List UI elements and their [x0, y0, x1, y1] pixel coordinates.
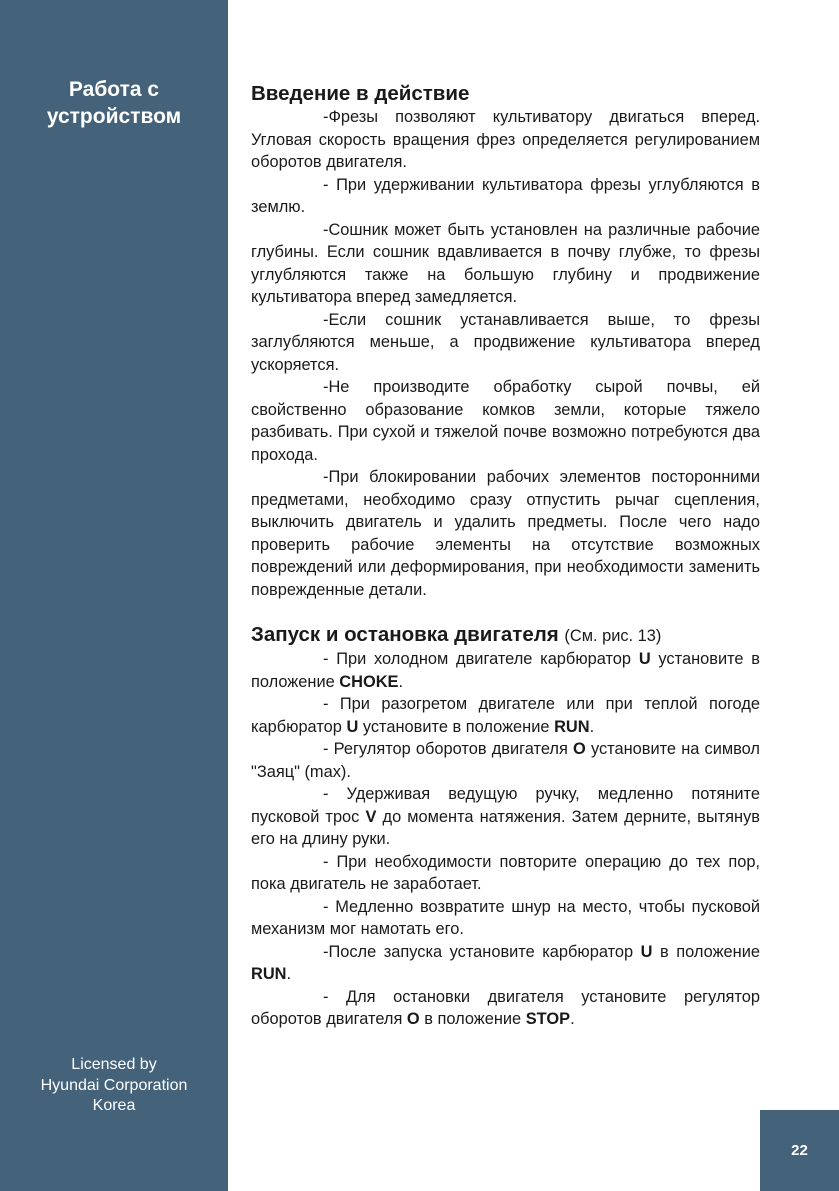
page-number: 22 — [791, 1142, 808, 1159]
sidebar — [0, 0, 228, 1191]
text-run: - Для остановки двигателя установите регулятор оборотов двигателя — [251, 987, 760, 1028]
paragraph — [251, 693, 760, 738]
paragraph: -При блокировании рабочих элементов посторонними предметами, необходимо сразу отпустить рычаг сцепления, выключить двигатель и удалить предметы. После чего надо проверить рабочие элементы на отсутствие возможных повреждений или деформирования, при необходимости заменить поврежденные детали. — [251, 468, 760, 599]
starter-cord-label: V — [365, 807, 377, 826]
paragraph: -Не производите обработку сырой почвы, ей свойственно образование комков земли, которые тяжело разбивать. При сухой и тяжелой почве возможно потребуются два прохода. — [251, 378, 760, 464]
paragraph: -Сошник может быть установлен на различные рабочие глубины. Если сошник вдавливается в почву глубже, то фрезы углубляются также на большую глубину и продвижение культиватора вперед замедляется. — [251, 220, 760, 306]
heading-introduction: Введение в действие — [251, 82, 470, 105]
paragraph — [251, 783, 760, 851]
main-content — [251, 82, 760, 1031]
section-title-line: Работа с — [68, 78, 160, 101]
paragraph: - Медленно возвратите шнур на место, чтобы пусковой механизм мог намотать его. — [251, 897, 760, 938]
paragraph — [251, 986, 760, 1031]
text-run: . — [398, 672, 404, 691]
text-run: установите в положение — [362, 717, 550, 736]
section-title — [0, 76, 228, 130]
text-run: - При разогретом двигателе или при теплой погоде карбюратор — [251, 695, 760, 736]
text-run: - При холодном двигателе карбюратор — [323, 650, 632, 668]
run-label: RUN — [554, 717, 590, 736]
carburetor-label: U — [638, 650, 651, 668]
license-note — [0, 1055, 228, 1117]
text-run: - Регулятор оборотов двигателя — [323, 740, 568, 758]
run-label: RUN — [251, 965, 287, 983]
license-line: Hyundai Corporation — [40, 1076, 188, 1094]
text-run: . — [570, 1010, 575, 1028]
paragraph — [251, 738, 760, 783]
heading-text: Запуск и остановка двигателя — [251, 623, 559, 646]
text-run: -После запуска установите карбюратор — [323, 942, 634, 961]
section-title-line: устройством — [46, 105, 182, 128]
text-run: в положение — [424, 1010, 522, 1028]
figure-reference: (См. рис. 13) — [564, 627, 662, 645]
text-run: установите на символ "Заяц" (max). — [251, 740, 760, 781]
license-line: Licensed by — [71, 1056, 157, 1073]
stop-label: STOP — [525, 1010, 571, 1028]
throttle-label: O — [406, 1010, 420, 1028]
text-run: в положение — [660, 942, 760, 961]
heading-engine-start — [251, 623, 760, 648]
text-run: . — [286, 965, 292, 983]
paragraph: -Фрезы позволяют культиватору двигаться вперед. Угловая скорость вращения фрез определяется регулированием оборотов двигателя. — [251, 108, 760, 171]
throttle-label: O — [573, 740, 586, 758]
page-number-box — [760, 1110, 839, 1191]
paragraph: - При необходимости повторите операцию до тех пор, пока двигатель не заработает. — [251, 852, 760, 893]
paragraph — [251, 941, 760, 986]
choke-label: CHOKE — [339, 672, 399, 691]
text-run: . — [589, 717, 595, 736]
paragraph: -Если сошник устанавливается выше, то фрезы заглубляются меньше, а продвижение культиватора вперед ускоряется. — [251, 310, 760, 374]
carburetor-label: U — [640, 942, 653, 961]
license-line: Korea — [92, 1097, 136, 1114]
paragraph — [251, 648, 760, 693]
carburetor-label: U — [346, 717, 359, 736]
text-run: до момента натяжения. Затем дерните, вытянув его на длину руки. — [251, 807, 760, 848]
text-run: установите в положение — [251, 650, 760, 691]
text-run: - Удерживая ведущую ручку, медленно потяните пусковой трос — [251, 785, 760, 826]
paragraph: - При удерживании культиватора фрезы углубляются в землю. — [251, 175, 760, 216]
